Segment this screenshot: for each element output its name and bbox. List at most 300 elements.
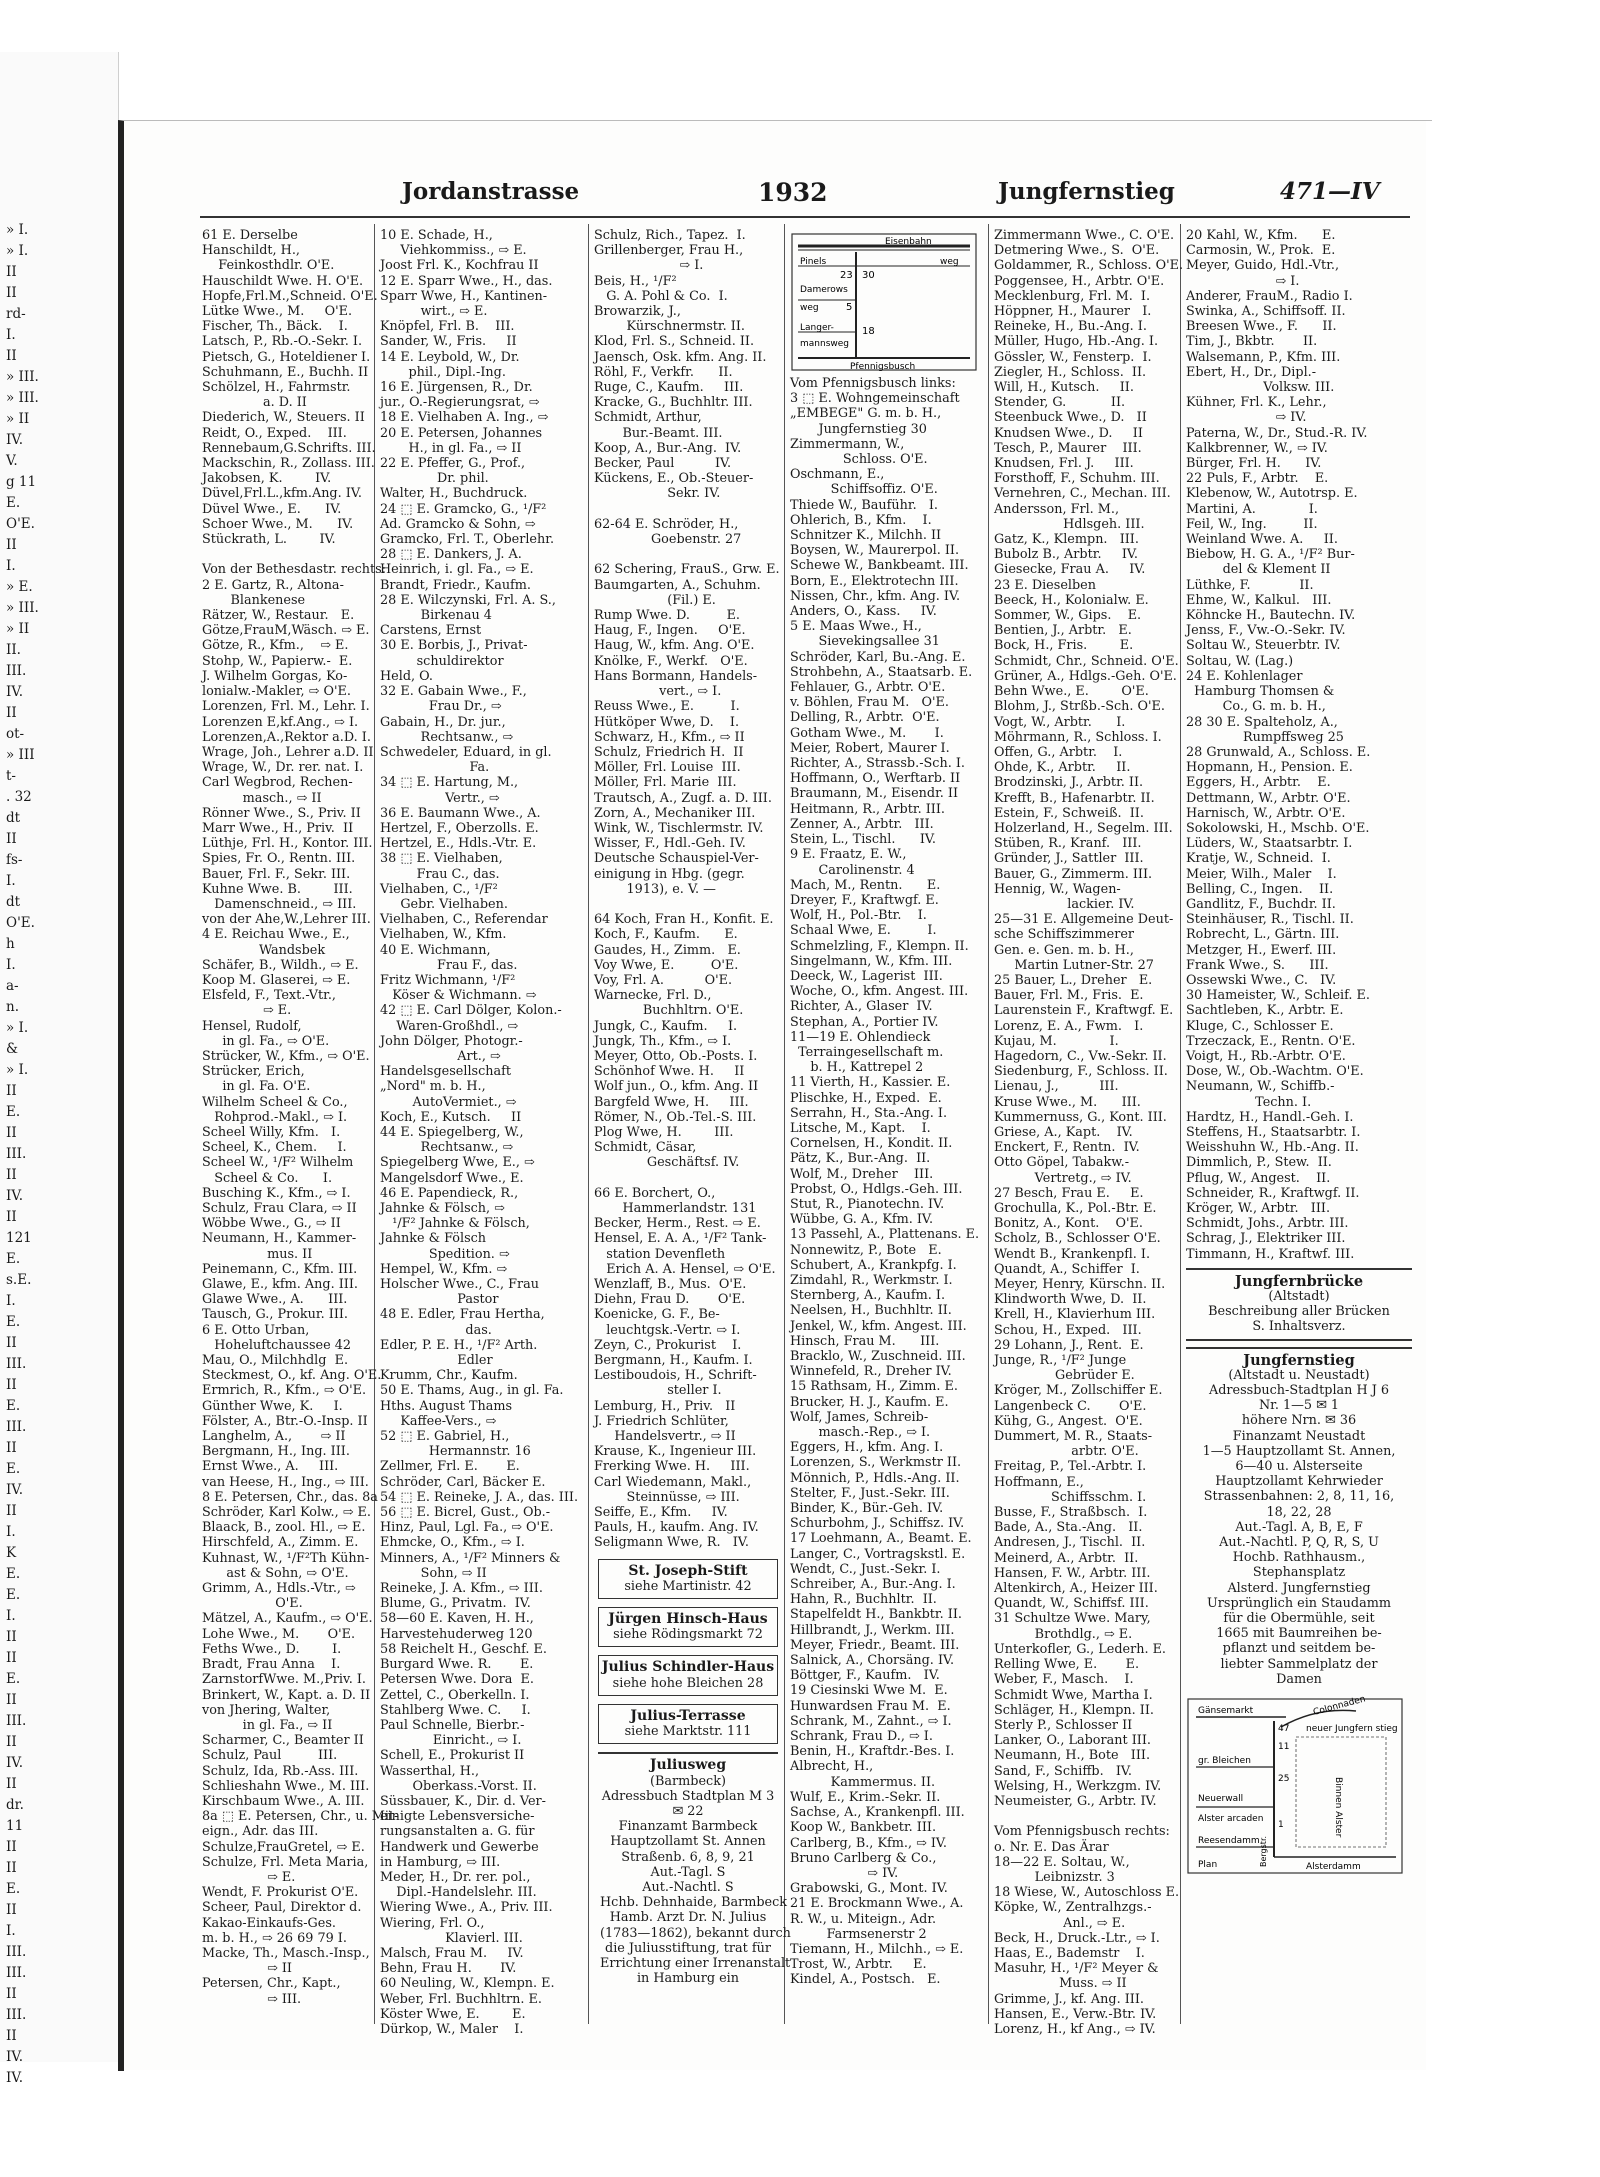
directory-entry: Frerking Wwe. H. III. [594, 1459, 750, 1475]
directory-entry: Strohbehn, A., Staatsarb. E. [790, 664, 973, 680]
directory-entry: Damenschneid., ⇨ III. [202, 896, 357, 912]
directory-entry: 40 E. Wichmann, [380, 942, 491, 958]
directory-entry: (1783—1862), bekannt durch [600, 1925, 791, 1941]
gutter-fragment: » III. [6, 600, 39, 616]
directory-entry: Pflug, W., Angest. II. [1186, 1170, 1331, 1186]
directory-entry: Meier, Wilh., Maler I. [1186, 866, 1337, 882]
map-label: 1 [1278, 1820, 1284, 1831]
directory-entry: Hennig, W., Wagen- [994, 881, 1121, 897]
directory-entry: Klavierl. III. [380, 1930, 523, 1946]
directory-entry: Schulz, Rich., Tapez. I. [594, 228, 746, 243]
directory-entry: Rennebaum,G.Schrifts. III. [202, 440, 376, 456]
directory-entry: Spedition. ⇨ [380, 1246, 510, 1262]
directory-entry: Oschmann, E., [790, 467, 885, 483]
gutter-fragment: II [6, 1776, 17, 1792]
box-line: siehe Marktstr. 111 [624, 1724, 752, 1740]
directory-entry: Binder, K., Bür.-Geh. IV. [790, 1501, 944, 1517]
directory-entry: ast & Sohn, ⇨ O'E. [202, 1565, 349, 1581]
directory-entry: Handelsvertr., ⇨ II [594, 1429, 736, 1445]
directory-entry: Richter, A., Strassb.-Sch. I. [790, 756, 965, 772]
gutter-fragment: III. [6, 1419, 27, 1435]
directory-entry: Bargfeld Wwe, H. III. [594, 1094, 749, 1110]
directory-entry: Gandlitz, F., Buchdr. II. [1186, 896, 1336, 912]
directory-entry: Deutsche Schauspiel-Ver- [594, 851, 759, 867]
directory-entry: Mecklenburg, Frl. M. I. [994, 288, 1151, 304]
directory-entry: 19 Ciesinski Wwe M. E. [790, 1683, 948, 1699]
directory-entry: Knöpfel, Frl. B. III. [380, 319, 515, 335]
directory-entry: Weinland Wwe. A. II. [1186, 532, 1338, 548]
directory-entry: Reineke, J. A. Kfm., ⇨ III. [380, 1581, 543, 1597]
gutter-fragment: V. [6, 453, 18, 469]
directory-entry: H., in gl. Fa., ⇨ II [380, 440, 522, 456]
column-4 [790, 228, 986, 2048]
directory-entry: Ernst Wwe., A. III. [202, 1459, 339, 1475]
directory-entry: Hammerlandstr. 131 [594, 1201, 757, 1216]
gutter-fragment: IV. [6, 1188, 24, 1204]
directory-entry: Bock, H., Fris. E. [994, 638, 1134, 654]
directory-entry: Eggers, H., kfm. Ang. I. [790, 1440, 944, 1456]
directory-entry: O'E. [202, 1596, 303, 1612]
directory-entry: Dettmann, W., Arbtr. O'E. [1186, 790, 1351, 806]
directory-entry: Bergmann, H., Ing. III. [202, 1444, 350, 1460]
directory-entry: Martin Lutner-Str. 27 [994, 957, 1154, 973]
directory-entry: eign., Adr. das III. [202, 1824, 319, 1840]
gutter-fragment: II [6, 1692, 17, 1708]
gutter-fragment: » III. [6, 369, 39, 385]
column-5 [994, 228, 1184, 2048]
directory-entry: (Barmbeck) [650, 1773, 726, 1789]
directory-entry: Leibnizstr. 3 [994, 1869, 1115, 1885]
directory-entry: pflanzt und seitdem be- [1222, 1641, 1376, 1657]
directory-entry [594, 547, 782, 562]
directory-entry: Seligmann Wwe, R. IV. [594, 1535, 749, 1551]
directory-entry: Spiegelberg Wwe, E., ⇨ [380, 1155, 535, 1171]
directory-entry: Koch, F., Kaufm. E. [594, 927, 738, 943]
directory-entry: Latsch, P., Rb.-O.-Sekr. I. [202, 334, 363, 350]
directory-entry: Goebenstr. 27 [594, 532, 742, 548]
directory-entry: Stückrath, L. IV. [202, 532, 336, 548]
directory-entry: Biebow, H. G. A., ¹/F² Bur- [1186, 547, 1355, 563]
directory-entry: Schiffsschm. I. [994, 1489, 1147, 1505]
directory-entry: Köhncke H., Bautechn. IV. [1186, 608, 1356, 624]
directory-entry: Hardtz, H., Handl.-Geh. I. [1186, 1109, 1354, 1125]
directory-entry: Jenkel, W., kfm. Angest. III. [790, 1318, 967, 1334]
map-label: Bergstr. [1259, 1836, 1268, 1868]
directory-entry: Plog Wwe, H. III. [594, 1124, 734, 1140]
directory-entry: Sternberg, A., Kaufm. I. [790, 1288, 946, 1304]
directory-entry: Dr. phil. [380, 471, 489, 487]
gutter-fragment: K [6, 1545, 17, 1561]
st-joseph-stift-box [598, 1559, 778, 1599]
directory-entry: Ossewski Wwe., C. IV. [1186, 972, 1337, 988]
directory-entry: Mackschin, R., Zollass. III. [202, 456, 375, 472]
directory-entry: Mönnich, P., Hdls.-Ang. II. [790, 1470, 960, 1486]
directory-entry: Quandt, W., Schiffsf. III. [994, 1596, 1149, 1612]
gutter-fragment: II [6, 831, 17, 847]
directory-entry: steller I. [594, 1383, 722, 1399]
directory-entry: Klod, Frl. S., Schneid. II. [594, 334, 755, 350]
gutter-fragment: II [6, 1860, 17, 1876]
directory-entry: 18 E. Vielhaben A. Ing., ⇨ [380, 410, 549, 426]
directory-entry: Schulze,FrauGretel, ⇨ E. [202, 1839, 365, 1855]
directory-entry: Ermrich, R., Kfm., ⇨ O'E. [202, 1383, 367, 1399]
directory-entry: Stephan, A., Portier IV. [790, 1014, 939, 1030]
directory-entry: Adressbuch Stadtplan M 3 [601, 1788, 775, 1804]
gutter-fragment: » III. [6, 390, 39, 406]
box-title: Julius Schindler-Haus [601, 1659, 775, 1676]
map-label: Langer- [800, 323, 834, 333]
directory-entry: die Juliusstiftung, trat für [605, 1940, 771, 1956]
directory-entry: Anders, O., Kass. IV. [790, 604, 937, 620]
column-4-entries [790, 376, 986, 1988]
directory-entry: Hensel, Rudolf, [202, 1018, 302, 1034]
directory-entry: 61 E. Derselbe [202, 228, 298, 243]
directory-entry: Bade, A., Sta.-Ang. II. [994, 1520, 1143, 1536]
directory-entry: 9 E. Fraatz, E. W., [790, 847, 907, 863]
box-line: siehe Martinistr. 42 [624, 1578, 752, 1594]
directory-entry: Feths Wwe., D. I. [202, 1641, 342, 1657]
directory-entry: ⇨ I. [1186, 273, 1300, 289]
directory-entry: Vogt, W., Arbtr. I. [994, 714, 1126, 730]
section-lines [1186, 1289, 1412, 1335]
column-divider [588, 224, 589, 2024]
directory-entry: o. Nr. E. Das Ärar [994, 1839, 1109, 1855]
directory-entry: Rumpffsweg 25 [1186, 729, 1344, 745]
directory-entry: Sachse, A., Krankenpfl. III. [790, 1805, 965, 1821]
directory-entry: Giesecke, Frau A. IV. [994, 562, 1146, 578]
directory-entry: Kühg, G., Angest. O'E. [994, 1413, 1143, 1429]
directory-entry: Albrecht, H., [790, 1759, 874, 1775]
directory-entry: Zenner, A., Arbtr. III. [790, 816, 934, 832]
gutter-fragment: II. [6, 642, 21, 658]
directory-entry: Kujau, M. I. [994, 1033, 1119, 1049]
box-line: siehe hohe Bleichen 28 [612, 1675, 764, 1691]
directory-entry: ⇨ E. [202, 1869, 296, 1885]
directory-entry: Kindel, A., Postsch. E. [790, 1972, 941, 1988]
directory-entry: einigung in Hbg. (gegr. [594, 866, 745, 882]
directory-entry: Meier, Robert, Maurer I. [790, 740, 950, 756]
directory-entry: Kürschnermstr. II. [594, 319, 745, 335]
directory-entry: Hauptzollamt St. Annen [610, 1834, 766, 1850]
gutter-fragment: E. [6, 1881, 21, 1897]
directory-entry: Grimme, J., kf. Ang. III. [994, 1991, 1144, 2007]
directory-entry: Alsterd. Jungfernstieg [1227, 1580, 1371, 1596]
directory-entry: Lorenz, E. A., Fwm. I. [994, 1018, 1144, 1034]
directory-entry: Co., G. m. b. H., [1186, 699, 1326, 715]
directory-entry: Haug, F., Ingen. O'E. [594, 623, 746, 639]
directory-entry: liebter Sammelplatz der [1220, 1656, 1378, 1672]
directory-entry: Beck, H., Druck.-Ltr., ⇨ I. [994, 1930, 1160, 1946]
directory-entry: rungsanstalten a. G. für [380, 1824, 535, 1840]
map-label: 11 [1278, 1742, 1290, 1753]
directory-entry: Viehkommiss., ⇨ E. [380, 243, 527, 259]
directory-entry: Handelsgesellschaft [380, 1064, 512, 1080]
gutter-fragment: II [6, 264, 17, 280]
directory-entry: Erich A. A. Hensel, ⇨ O'E. [594, 1261, 776, 1277]
gutter-fragment: 121 [6, 1230, 32, 1246]
directory-entry: Laurenstein F., Kraftwgf. E. [994, 1003, 1174, 1019]
directory-entry: Becker, Herm., Rest. ⇨ E. [594, 1216, 761, 1232]
gutter-fragment: II [6, 1503, 17, 1519]
directory-entry: Vielhaben, C., ¹/F² [380, 881, 498, 897]
directory-entry: Aut.-Tagl. A, B, E, F [1235, 1519, 1363, 1535]
directory-entry: Meder, H., Dr. rer. pol., [380, 1869, 531, 1885]
directory-entry: in Hamburg, ⇨ III. [380, 1854, 501, 1870]
gutter-fragment: E. [6, 1104, 21, 1120]
directory-entry [594, 897, 782, 912]
directory-entry: 12 E. Sparr Wwe., H., das. [380, 273, 553, 289]
directory-entry: Adressbuch-Stadtplan H J 6 [1208, 1383, 1390, 1399]
directory-entry: Neelsen, H., Buchhltr. II. [790, 1303, 952, 1319]
directory-entry: Zimmermann, W., [790, 436, 905, 452]
directory-entry: Deeck, W., Lagerist III. [790, 968, 943, 984]
directory-entry [994, 1809, 1178, 1824]
directory-entry: Hamb. Arzt Dr. N. Julius [609, 1910, 767, 1926]
gutter-fragment: I. [6, 1293, 16, 1309]
directory-entry: 1—5 Hauptzollamt St. Annen, [1202, 1443, 1396, 1459]
directory-entry: Beis, H., ¹/F² [594, 273, 677, 289]
directory-entry: Wolf, James, Schreib- [790, 1409, 929, 1425]
directory-entry: Jahnke & Fölsch [380, 1231, 487, 1247]
directory-entry: Blaack, B., zool. Hl., ⇨ E. [202, 1520, 366, 1536]
directory-entry: Walsemann, P., Kfm. III. [1186, 349, 1341, 365]
map-label: Neuerwall [1198, 1794, 1244, 1805]
directory-entry: Wöbbe Wwe., G., ⇨ II [202, 1216, 341, 1232]
directory-entry: Hans Bormann, Handels- [594, 668, 758, 684]
directory-entry: Peinemann, C., Kfm. III. [202, 1261, 358, 1277]
directory-entry: Kracke, G., Buchhltr. III. [594, 395, 753, 411]
directory-entry: in gl. Fa., ⇨ O'E. [202, 1033, 330, 1049]
gutter-fragment: I. [6, 873, 16, 889]
gutter-fragment: E. [6, 495, 21, 511]
directory-entry: Ohlerich, B., Kfm. I. [790, 512, 932, 528]
directory-entry: Krefft, B., Hafenarbtr. II. [994, 790, 1155, 806]
column-1-entries [202, 228, 399, 2007]
directory-entry: Frau F., das. [380, 957, 518, 973]
directory-entry: Scheel, K., Chem. I. [202, 1140, 347, 1156]
directory-entry: 28 30 E. Spalteholz, A., [1186, 714, 1338, 730]
directory-entry: „EMBEGE" G. m. b. H., [790, 406, 942, 422]
directory-entry: Blankenese [202, 592, 306, 608]
directory-entry: Höppner, H., Maurer I. [994, 304, 1152, 320]
gutter-fragment: II [6, 1167, 17, 1183]
directory-entry: Lemburg, H., Priv. II [594, 1398, 736, 1414]
directory-entry: Vielhaben, C., Referendar [380, 912, 548, 928]
directory-entry: Frau Dr., ⇨ [380, 699, 502, 715]
directory-entry: Wolf, M., Dreher III. [790, 1166, 934, 1182]
directory-entry: Eggers, H., Arbtr. E. [1186, 775, 1331, 791]
directory-entry: Vielhaben, W., Kfm. [380, 927, 507, 943]
directory-entry: Hoffmann, E., [994, 1474, 1084, 1490]
directory-entry: masch.-Rep., ⇨ I. [790, 1425, 931, 1441]
directory-entry: Walter, H., Buchdruck. [380, 486, 528, 502]
directory-entry: Weber, Frl. Buchhltrn. E. [380, 1991, 542, 2007]
directory-entry: Möller, Frl. Marie III. [594, 775, 737, 791]
directory-entry: Reineke, H., Bu.-Ang. I. [994, 319, 1147, 335]
directory-entry: Marr Wwe., H., Priv. II [202, 820, 354, 836]
map-label: Eisenbahn [885, 237, 932, 247]
directory-entry: Köser & Wichmann. ⇨ [380, 988, 537, 1004]
directory-entry: 60 Neuling, W., Klempn. E. [380, 1976, 555, 1992]
directory-entry: Oberkass.-Vorst. II. [380, 1778, 537, 1794]
directory-entry: Süssbauer, K., Dir. d. Ver- [380, 1793, 546, 1809]
gutter-fragment: II [6, 1083, 17, 1099]
directory-entry: S. Inhaltsverz. [1252, 1319, 1346, 1335]
directory-entry: Neumann, W., Schiffb.- [1186, 1079, 1335, 1095]
directory-entry: Gründer, J., Sattler III. [994, 851, 1144, 867]
directory-entry: ⇨ I. [594, 258, 704, 274]
directory-entry: Knudsen, Frl. J. III. [994, 456, 1134, 472]
directory-entry: Vertretg., ⇨ IV. [994, 1170, 1132, 1186]
directory-entry: Becker, Paul IV. [594, 456, 732, 472]
column-1 [202, 228, 399, 2048]
directory-entry: Götze, R., Kfm., ⇨ E. [202, 638, 349, 654]
directory-entry: 62-64 E. Schröder, H., [594, 516, 739, 532]
directory-entry: Carstens, Ernst [380, 623, 482, 639]
directory-entry: Edler [380, 1353, 493, 1369]
directory-entry: Behn, Frau H. IV. [380, 1961, 517, 1977]
directory-entry: Petersen Wwe. Dora E. [380, 1672, 534, 1688]
directory-entry: 13 Passehl, A., Plattenans. E. [790, 1227, 980, 1243]
directory-entry: Hensel, E. A. A., ¹/F² Tank- [594, 1231, 767, 1247]
directory-entry: Pietsch, G., Hoteldiener I. [202, 349, 371, 365]
directory-entry: Paterna, W., Dr., Stud.-R. IV. [1186, 425, 1368, 441]
directory-entry: Wandsbek [202, 942, 326, 958]
directory-entry: Salnick, A., Chorsäng. IV. [790, 1653, 955, 1669]
gutter-fragment: III. [6, 1146, 27, 1162]
directory-entry: Diehn, Frau D. O'E. [594, 1292, 746, 1308]
gutter-fragment: » II [6, 411, 30, 427]
directory-entry: ¹/F² Jahnke & Fölsch, [380, 1216, 530, 1232]
directory-entry: 66 E. Borchert, O., [594, 1185, 716, 1201]
directory-entry: Scholz, B., Schlosser O'E. [994, 1231, 1161, 1247]
directory-entry: Volksw. III. [1186, 380, 1335, 396]
directory-entry: Hahn, R., Buchhltr. II. [790, 1592, 937, 1608]
directory-entry: Offen, G., Arbtr. I. [994, 744, 1123, 760]
directory-entry: Krause, K., Ingenieur III. [594, 1444, 757, 1460]
section-lines [1186, 1368, 1412, 1687]
directory-entry: Dimmlich, P., Stew. II. [1186, 1155, 1332, 1171]
column-5-entries [994, 228, 1184, 2037]
directory-entry: Damen [1276, 1671, 1322, 1687]
directory-entry: Schloss. O'E. [790, 452, 928, 468]
directory-entry: Blume, G., Privatm. IV. [380, 1596, 531, 1612]
directory-entry: Meyer, Otto, Ob.-Posts. I. [594, 1048, 758, 1064]
julius-terrasse-box [598, 1704, 778, 1744]
directory-entry: Kakao-Einkaufs-Ges. [202, 1915, 336, 1931]
directory-entry: Hauschildt Wwe. H. O'E. [202, 273, 364, 289]
directory-entry: Voy, Frl. A. O'E. [594, 972, 733, 988]
directory-entry: Schrag, J., Elektriker III. [1186, 1231, 1346, 1247]
directory-entry: Schwedeler, Eduard, in gl. [380, 744, 552, 760]
directory-entry: Dürkop, W., Maler I. [380, 2021, 524, 2037]
directory-entry: Hopmann, H., Pension. E. [1186, 760, 1353, 776]
directory-entry: Martini, A. I. [1186, 501, 1318, 517]
directory-entry: Trost, W., Arbtr. E. [790, 1957, 927, 1973]
gutter-fragment: » I. [6, 243, 29, 259]
map-label: weg [800, 303, 819, 313]
directory-entry: Neumann, H., Kammer- [202, 1231, 357, 1247]
directory-entry: Will, H., Kutsch. II. [994, 380, 1134, 396]
directory-entry: 15 Rathsam, H., Zimm. E. [790, 1379, 958, 1395]
directory-entry: Schewe W., Bankbeamt. III. [790, 558, 969, 574]
directory-entry: (Fil.) E. [594, 592, 716, 608]
directory-entry: Hchb. Dehnhaide, Barmbeck [600, 1895, 788, 1911]
directory-entry: J. Wilhelm Gorgas, Ko- [202, 668, 348, 684]
directory-entry: in gl. Fa. O'E. [202, 1079, 311, 1095]
directory-entry: Kalkbrenner, W., ⇨ IV. [1186, 440, 1328, 456]
directory-entry: Scheel Willy, Kfm. I. [202, 1124, 341, 1140]
directory-entry: Diederich, W., Steuers. II [202, 410, 365, 426]
directory-entry: 31 Schultze Wwe. Mary, [994, 1611, 1151, 1627]
directory-entry: Glawe, E., kfm. Ang. III. [202, 1277, 358, 1293]
directory-entry: 28 ⬚ E. Dankers, J. A. [380, 547, 522, 563]
directory-entry: ⇨ E. [202, 1003, 292, 1019]
directory-entry: 4 E. Reichau Wwe., E., [202, 927, 350, 943]
gutter-fragment: I. [6, 1608, 16, 1624]
directory-page [118, 120, 1426, 2070]
directory-entry: Bradt, Frau Anna I. [202, 1657, 341, 1673]
directory-entry: Zorn, A., Mechaniker III. [594, 805, 756, 821]
map-label: mannsweg [800, 339, 849, 349]
directory-entry: Lorenzen, S., Werkmstr II. [790, 1455, 962, 1471]
directory-entry: Sekr. IV. [594, 486, 721, 502]
directory-entry: Muss. ⇨ II [994, 1976, 1127, 1992]
gutter-fragment: I. [6, 327, 16, 343]
gutter-fragment: II [6, 1650, 17, 1666]
gutter-fragment: II [6, 1629, 17, 1645]
directory-entry: Lanker, O., Laborant III. [994, 1733, 1151, 1749]
directory-entry: Gramcko, Frl. T., Oberlehr. [380, 532, 555, 548]
directory-entry: Andersson, Frl. M., [994, 501, 1120, 517]
directory-entry: Scharmer, C., Beamter II [202, 1733, 364, 1749]
directory-entry: Hertzel, E., Hdls.-Vtr. E. [380, 836, 537, 852]
jungfernbruecke-section [1186, 1268, 1412, 1341]
directory-entry: Feinkosthdlr. O'E. [202, 258, 335, 274]
directory-entry: vert., ⇨ I. [594, 684, 722, 700]
directory-entry: 48 E. Edler, Frau Hertha, [380, 1307, 545, 1323]
directory-entry: Vom Pfennigsbusch rechts: [994, 1824, 1170, 1840]
map-label: Alsterdamm [1306, 1862, 1361, 1873]
directory-entry: Wisser, F., Hdl.-Geh. IV. [594, 836, 746, 852]
directory-entry: Reidt, O., Exped. III. [202, 425, 347, 441]
gutter-fragment: 11 [6, 1818, 24, 1834]
directory-entry: Sander, W., Fris. II [380, 334, 517, 350]
gutter-fragment: II [6, 1734, 17, 1750]
gutter-fragment: IV. [6, 2049, 24, 2065]
directory-entry: Holzerland, H., Segelm. III. [994, 820, 1173, 836]
directory-entry: Glawe Wwe., A. III. [202, 1292, 348, 1308]
directory-entry: Metzger, H., Ewerf. III. [1186, 942, 1337, 958]
directory-entry: Schrank, M., Zahnt., ⇨ I. [790, 1713, 952, 1729]
directory-entry: Jungfernstieg 30 [790, 421, 927, 437]
directory-entry: Hanschildt, H., [202, 243, 300, 259]
directory-entry: Rechtsanw., ⇨ [380, 1140, 514, 1156]
directory-entry: Steinhäuser, R., Tischl. II. [1186, 912, 1354, 928]
directory-entry: ⇨ IV. [1186, 410, 1307, 426]
directory-entry: Hopfe,Frl.M.,Schneid. O'E. [202, 288, 378, 304]
directory-entry: Tim, J., Bkbtr. II. [1186, 334, 1318, 350]
directory-entry: 64 Koch, Fran H., Konfit. E. [594, 912, 774, 928]
gutter-fragment: II [6, 1377, 17, 1393]
directory-entry: Junge, R., ¹/F² Junge [994, 1353, 1127, 1369]
gutter-fragment: g 11 [6, 474, 37, 490]
directory-entry: Steffens, H., Staatsarbtr. I. [1186, 1124, 1361, 1140]
directory-entry: Schläger, H., Klempn. II. [994, 1702, 1154, 1718]
directory-entry: Ehmcke, O., Kfm., ⇨ I. [380, 1535, 525, 1551]
map-label: 23 [840, 270, 853, 281]
directory-entry: 11—19 E. Ohlendieck [790, 1029, 931, 1045]
